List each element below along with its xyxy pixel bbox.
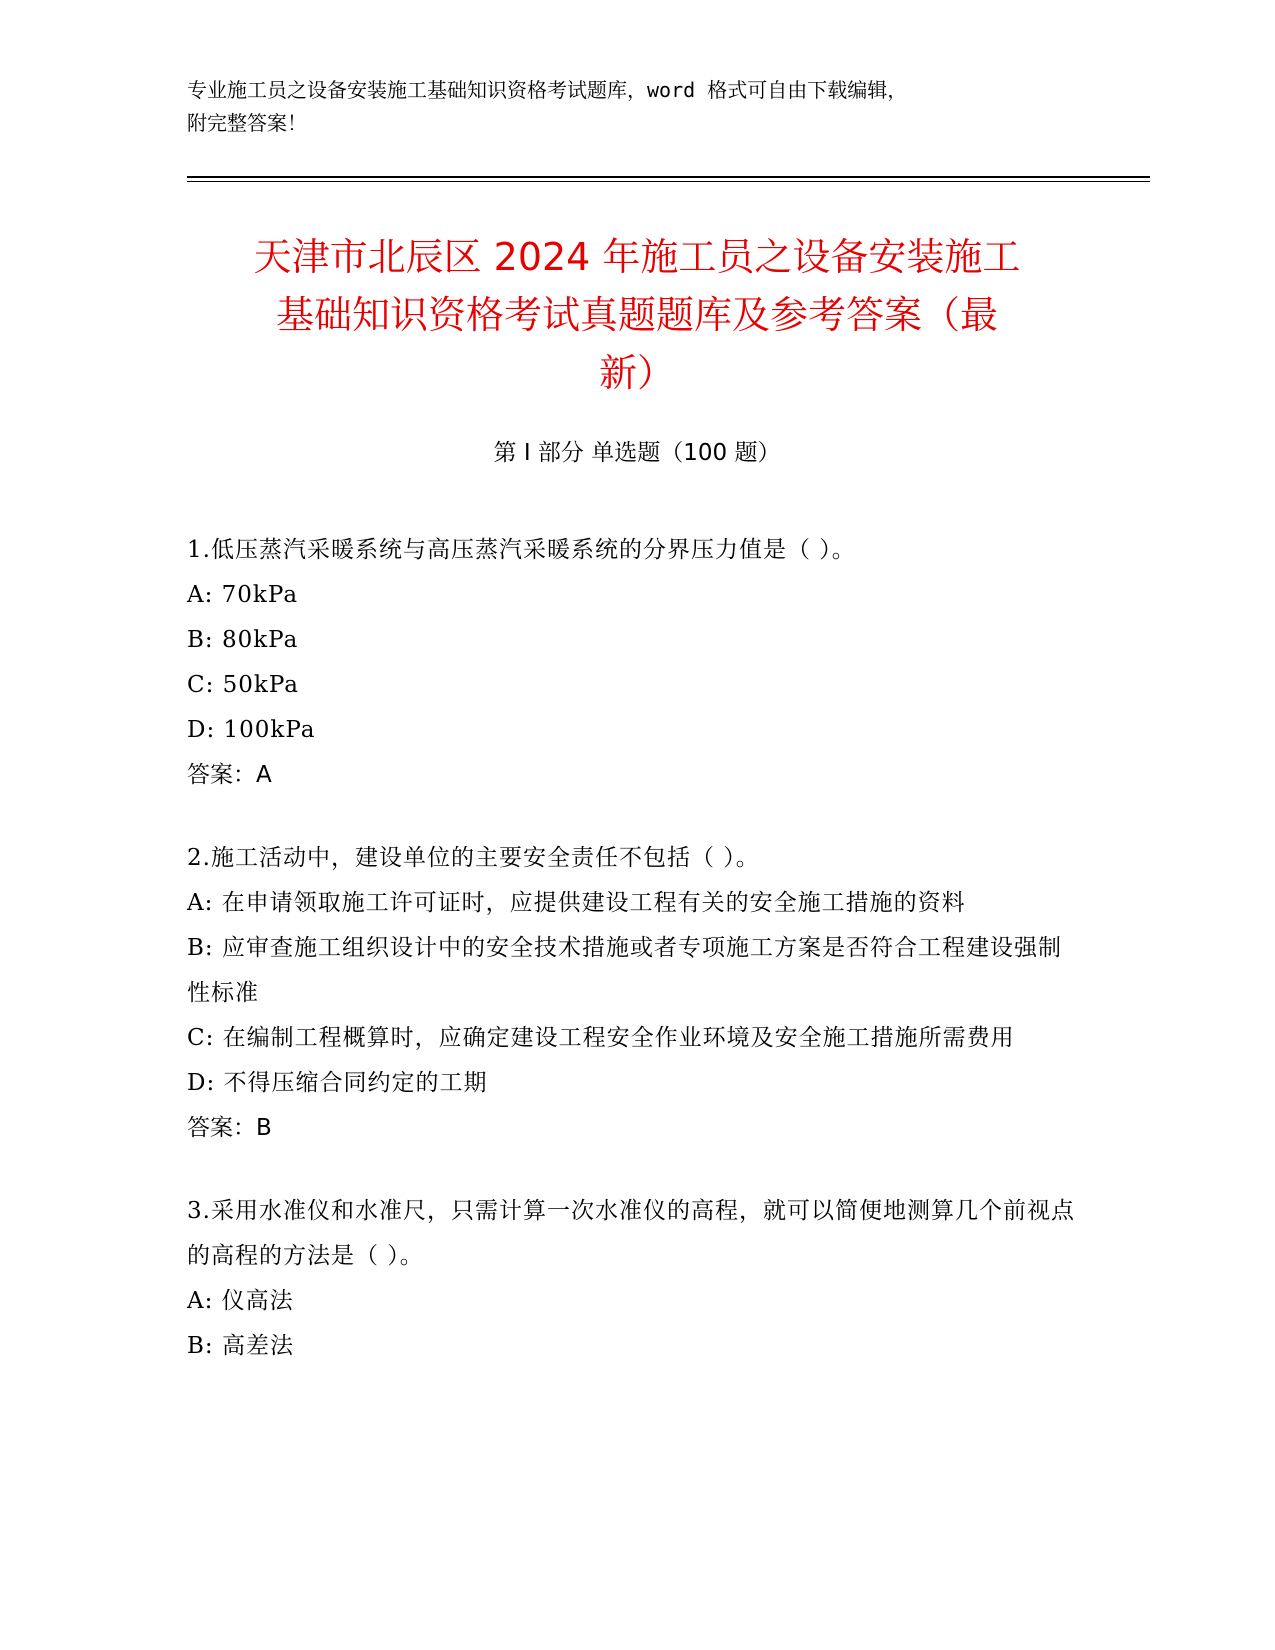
title-line: 天津市北辰区 2024 年施工员之设备安装施工 — [253, 235, 1021, 279]
question-stem: 2.施工活动中，建设单位的主要安全责任不包括（ ）。 — [187, 845, 760, 871]
title-line: 新） — [598, 351, 675, 395]
question-stem: 3.采用水准仪和水准尺，只需计算一次水准仪的高程，就可以简便地测算几个前视点的高程的方法是（ ）。 — [187, 1198, 1075, 1269]
title-line: 基础知识资格考试真题题库及参考答案（最 — [275, 293, 998, 337]
question-list — [187, 528, 1077, 1407]
answer-label: 答案：A — [187, 762, 272, 788]
question-stem: 1.低压蒸汽采暖系统与高压蒸汽采暖系统的分界压力值是（ ）。 — [187, 537, 856, 563]
question-item — [187, 1189, 1077, 1369]
option-b: B: 高差法 — [187, 1333, 294, 1359]
option-b: B: 应审查施工组织设计中的安全技术措施或者专项施工方案是否符合工程建设强制性标准 — [187, 935, 1062, 1006]
header-divider — [187, 176, 1150, 178]
option-d: D: 不得压缩合同约定的工期 — [187, 1070, 488, 1096]
question-item — [187, 836, 1077, 1151]
header-note-line: 专业施工员之设备安装施工基础知识资格考试题库，word 格式可自由下载编辑， — [187, 78, 908, 102]
option-a: A: 在申请领取施工许可证时，应提供建设工程有关的安全施工措施的资料 — [187, 890, 966, 916]
option-d: D: 100kPa — [187, 717, 316, 743]
option-a: A: 仪高法 — [187, 1288, 294, 1314]
question-item — [187, 528, 1077, 798]
header-note — [187, 74, 1067, 140]
section-heading: 第 I 部分 单选题（100 题） — [493, 440, 781, 466]
option-c: C: 50kPa — [187, 672, 300, 698]
option-a: A: 70kPa — [187, 582, 299, 608]
header-divider — [187, 181, 1150, 182]
option-b: B: 80kPa — [187, 627, 299, 653]
header-note-line: 附完整答案！ — [187, 111, 307, 135]
option-c: C: 在编制工程概算时，应确定建设工程安全作业环境及安全施工措施所需费用 — [187, 1025, 1015, 1051]
document-title — [187, 228, 1087, 402]
answer-label: 答案：B — [187, 1115, 272, 1141]
